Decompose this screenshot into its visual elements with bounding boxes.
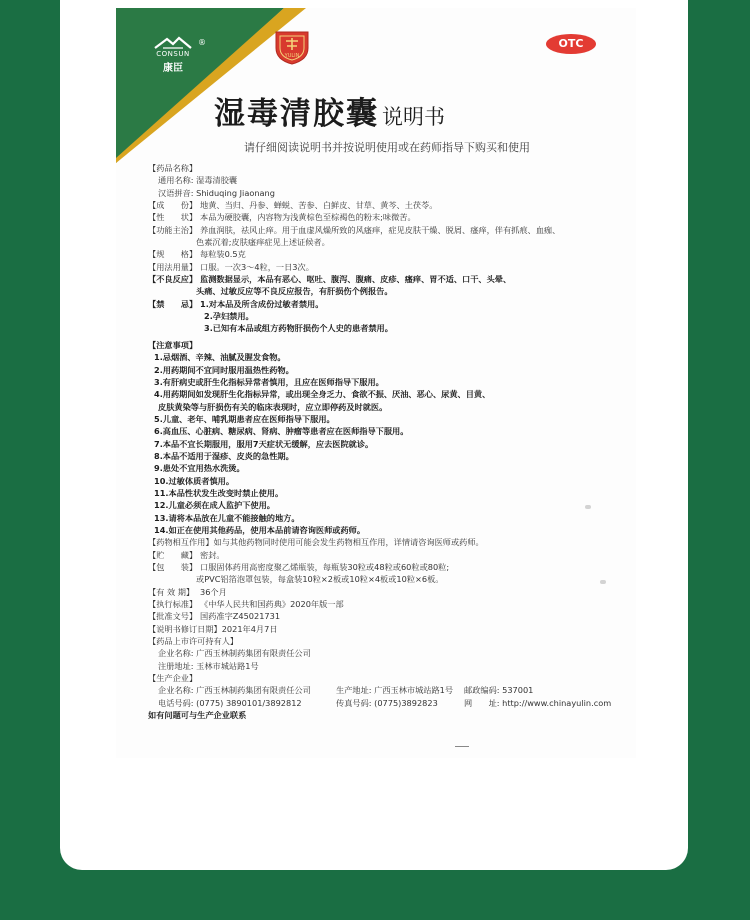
title-main: 湿毒清胶囊: [214, 96, 379, 132]
section-validity: 【有 效 期】 36个月: [148, 586, 227, 597]
precaution-item: 10.过敏体质者慎用。: [154, 475, 235, 486]
precaution-item: 13.请将本品放在儿童不能接触的地方。: [154, 512, 300, 523]
yulin-badge-text: YULIN: [284, 53, 300, 59]
indication-line-2: 色素沉着;皮肤瘙痒症见上述证候者。: [196, 237, 330, 248]
leaflet-body: [148, 162, 618, 721]
precaution-item: 6.高血压、心脏病、糖尿病、肾病、肿瘤等患者应在医师指导下服用。: [154, 426, 409, 437]
precaution-item: 14.如正在使用其他药品，使用本品前请咨询医师或药师。: [154, 524, 366, 535]
generic-name-row: 通用名称: 湿毒清胶囊: [158, 175, 238, 186]
section-adverse: 【不良反应】 监测数据显示，本品有恶心、呕吐、腹泻、腹痛、皮疹、瘙痒、胃不适、口干、头晕、: [148, 274, 512, 285]
section-manufacturer: 【生产企业】: [148, 673, 198, 684]
otc-badge: OTC: [546, 34, 596, 54]
section-product-name: 【药品名称】: [148, 163, 198, 173]
mah-address-row: 注册地址: 玉林市城站路1号: [158, 660, 259, 671]
section-contraindications: 【禁 忌】 1.对本品及所含成份过敏者禁用。: [148, 298, 324, 309]
section-approval: 【批准文号】 国药准字Z45021731: [148, 611, 281, 622]
registered-mark: ®: [198, 38, 206, 47]
yulin-badge-icon: [272, 26, 312, 66]
precaution-item: 3.有肝病史或肝生化指标异常者慎用，且应在医师指导下服用。: [154, 376, 384, 387]
section-storage: 【贮 藏】 密封。: [148, 549, 225, 560]
paper-speck: [585, 505, 591, 509]
section-precautions: 【注意事项】: [148, 339, 198, 350]
section-interactions: 【药物相互作用】如与其他药物同时使用可能会发生药物相互作用，详情请咨询医师或药师。: [148, 537, 484, 548]
adverse-line-2: 头痛、过敏反应等不良反应报告，有肝损伤个例报告。: [196, 286, 393, 297]
footer-contact-note: 如有问题可与生产企业联系: [148, 710, 247, 721]
section-revision: 【说明书修订日期】2021年4月7日: [148, 623, 278, 634]
reading-notice: 请仔细阅读说明书并按说明使用或在药师指导下购买和使用: [244, 141, 530, 154]
title-sub: 说明书: [382, 105, 445, 129]
mah-company-row: 企业名称: 广西玉林制药集团有限责任公司: [158, 648, 311, 659]
section-indication: 【功能主治】 养血润肤，祛风止痒。用于血虚风燥所致的风瘙痒，症见皮肤干燥、脱屑、瘙痒，伴有抓痕、血痂、: [148, 224, 561, 235]
divider: [455, 746, 469, 747]
precaution-item: 1.忌烟酒、辛辣、油腻及腥发食物。: [154, 352, 286, 363]
precaution-item: 5.儿童、老年、哺乳期患者应在医师指导下服用。: [154, 413, 335, 424]
precaution-item: 11.本品性状发生改变时禁止使用。: [154, 487, 284, 498]
section-usage: 【用法用量】 口服。一次3～4粒，一日3次。: [148, 261, 314, 272]
consun-mountain-icon: [153, 36, 193, 50]
brand-chinese: 康臣: [163, 63, 183, 74]
section-standard: 【执行标准】 《中华人民共和国药典》2020年版一部: [148, 599, 344, 610]
contraindication-item: 2.孕妇禁用。: [204, 311, 254, 322]
precaution-item: 8.本品不适用于湿疹、皮炎的急性期。: [154, 450, 294, 461]
precaution-item: 4.用药期间如发现肝生化指标异常，或出现全身乏力、食欲不振、厌油、恶心、尿黄、目黄、: [154, 389, 491, 400]
paper-speck: [600, 580, 606, 584]
section-ingredients: 【成 份】 地黄、当归、丹参、蝉蜕、苦参、白鲜皮、甘草、黄芩、土茯苓。: [148, 200, 438, 211]
pinyin-row: 汉语拼音: Shiduqing Jiaonang: [158, 187, 275, 198]
contraindication-item: 3.已知有本品或组方药物肝损伤个人史的患者禁用。: [204, 323, 393, 334]
section-specification: 【规 格】 每粒装0.5克: [148, 249, 246, 260]
precaution-item: 皮肤黄染等与肝损伤有关的临床表现时，应立即停药及时就医。: [158, 401, 388, 412]
package-line-2: 或PVC铝箔泡罩包装，每盒装10粒×2板或10粒×4板或10粒×6板。: [196, 574, 444, 585]
precaution-item: 12.儿童必须在成人监护下使用。: [154, 500, 275, 511]
section-character: 【性 状】 本品为硬胶囊，内容物为浅黄棕色至棕褐色的粉末;味微苦。: [148, 212, 416, 223]
page-title: [214, 88, 445, 133]
precaution-item: 7.本品不宜长期服用，服用7天症状无缓解，应去医院就诊。: [154, 438, 374, 449]
section-mah: 【药品上市许可持有人】: [148, 636, 239, 647]
precaution-item: 2.用药期间不宜同时服用温热性药物。: [154, 364, 294, 375]
manufacturer-row-1: 企业名称: 广西玉林制药集团有限责任公司 生产地址: 广西玉林市城站路1号 邮政编码: 537001: [158, 685, 534, 696]
precaution-item: 9.患处不宜用热水洗烫。: [154, 463, 245, 474]
brand-latin: CONSUN: [156, 50, 190, 58]
section-package: 【包 装】 口服固体药用高密度聚乙烯瓶装，每瓶装30粒或48粒或60粒或80粒;: [148, 562, 450, 572]
manufacturer-row-2: 电话号码: (0775) 3890101/3892812 传真号码: (0775)3892823 网 址: http://www.chinayulin.com: [158, 697, 612, 708]
